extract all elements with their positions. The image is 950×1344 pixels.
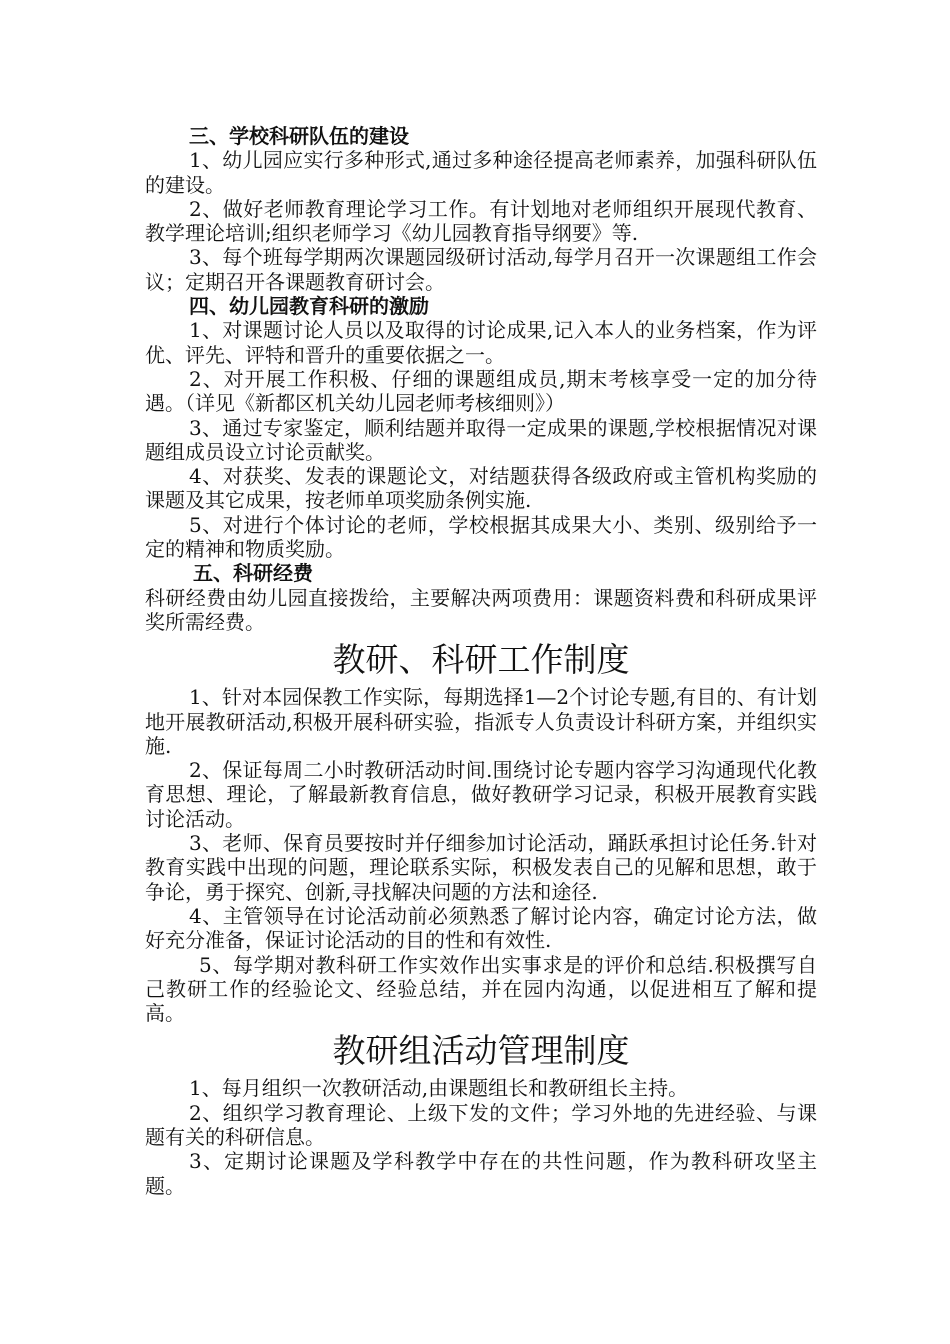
doc-3-item-2: 2、组织学习教育理论、上级下发的文件；学习外地的先进经验、与课题有关的科研信息。 [145,1100,817,1149]
section-4-item-3: 3、通过专家鉴定，顺利结题并取得一定成果的课题,学校根据情况对课题组成员设立讨论贡献奖。 [145,415,817,464]
doc-3-title: 教研组活动管理制度 [332,1031,630,1071]
section-4-item-1: 1、对课题讨论人员以及取得的讨论成果,记入本人的业务档案，作为评优、评先、评特和晋升的重要依据之一。 [145,318,817,367]
doc-2-item-2: 2、保证每周二小时教研活动时间.围绕讨论专题内容学习沟通现代化教育思想、理论，了解最新教育信息，做好教研学习记录，积极开展教育实践讨论活动。 [145,758,817,831]
section-4-item-2: 2、对开展工作积极、仔细的课题组成员,期末考核享受一定的加分待遇。（详见《新都区机关幼儿园老师考核细则》） [145,366,817,416]
section-3-item-1: 1、幼儿园应实行多种形式,通过多种途径提高老师素养，加强科研队伍的建设。 [145,148,817,197]
section-3-heading: 三、学校科研队伍的建设 [189,124,409,148]
document-page [145,124,817,1198]
doc-3-item-3: 3、定期讨论课题及学科教学中存在的共性问题，作为教科研攻坚主题。 [145,1149,817,1198]
section-5-heading: 五、科研经费 [193,561,313,586]
doc-2-item-5: 5、每学期对教科研工作实效作出实事求是的评价和总结.积极撰写自己教研工作的经验论文、经验总结，并在园内沟通，以促进相互了解和提高。 [145,952,817,1026]
section-4-heading: 四、幼儿园教育科研的激励 [189,294,429,319]
doc-2-item-1: 1、针对本园保教工作实际，每期选择1—2个讨论专题,有目的、有计划地开展教研活动,积极开展科研实验，指派专人负责设计科研方案，并组织实施. [145,685,817,758]
doc-2-item-4: 4、主管领导在讨论活动前必须熟悉了解讨论内容，确定讨论方法，做好充分准备，保证讨论活动的目的性和有效性. [145,903,817,953]
doc-2-title: 教研、科研工作制度 [332,640,630,680]
section-5-text: 科研经费由幼儿园直接拨给，主要解决两项费用：课题资料费和科研成果评奖所需经费。 [145,585,817,634]
section-3-item-3: 3、每个班每学期两次课题园级研讨活动,每学月召开一次课题组工作会议；定期召开各课题教育研讨会。 [145,245,817,294]
doc-2-item-3: 3、老师、保育员要按时并仔细参加讨论活动，踊跃承担讨论任务.针对教育实践中出现的问题，理论联系实际，积极发表自己的见解和思想，敢于争论，勇于探究、创新,寻找解决问题的方法和途径. [145,831,817,904]
section-4-item-4: 4、对获奖、发表的课题论文，对结题获得各级政府或主管机构奖励的课题及其它成果，按老师单项奖励条例实施. [145,464,817,513]
section-4-item-5: 5、对进行个体讨论的老师，学校根据其成果大小、类别、级别给予一定的精神和物质奖励。 [145,512,817,562]
doc-3-item-1: 1、每月组织一次教研活动,由课题组长和教研组长主持。 [189,1076,689,1101]
section-3-item-2: 2、做好老师教育理论学习工作。有计划地对老师组织开展现代教育、教学理论培训;组织老师学习《幼儿园教育指导纲要》等. [145,196,817,246]
